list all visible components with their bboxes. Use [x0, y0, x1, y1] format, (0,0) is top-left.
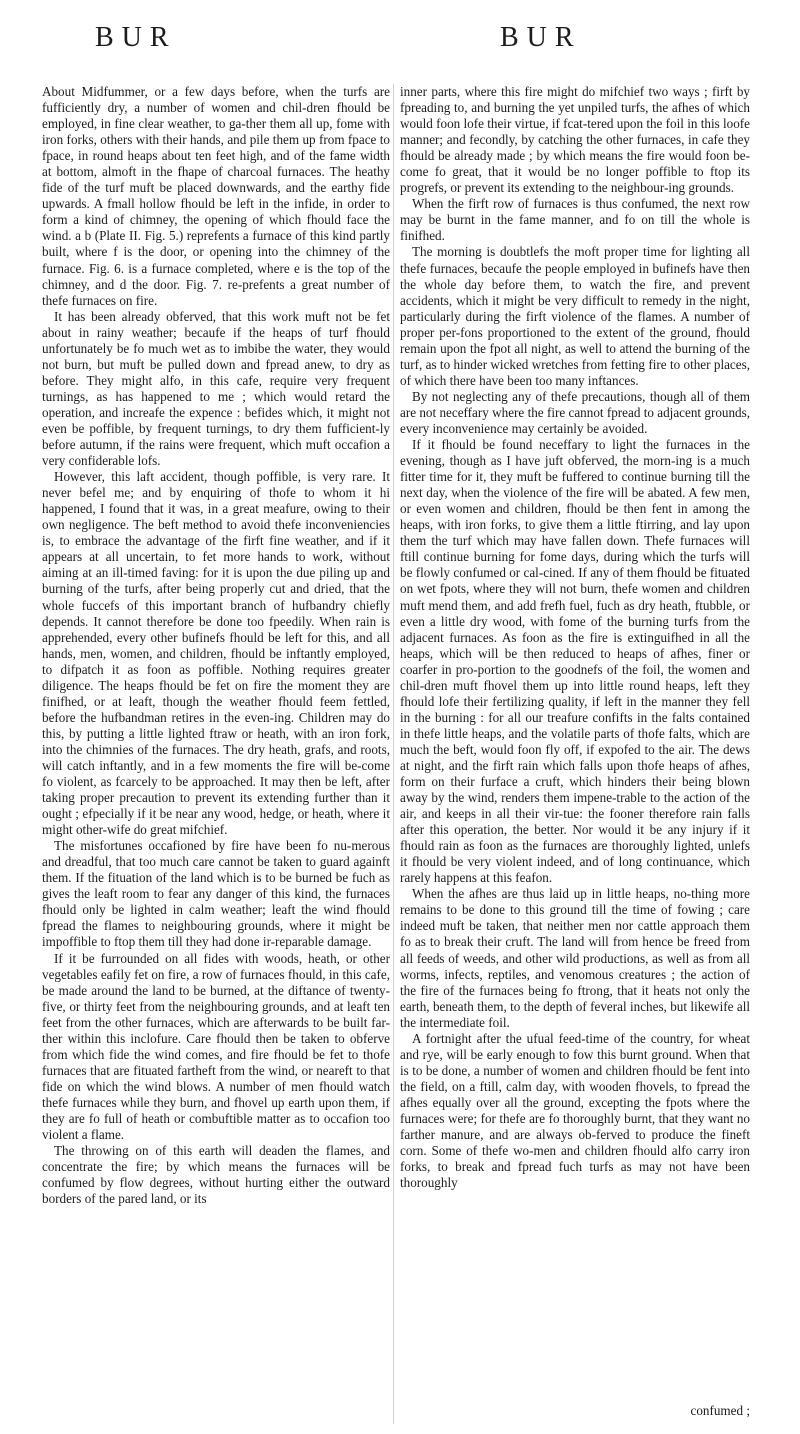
paragraph: The misfortunes occafioned by fire have been fo nu-merous and dreadful, that too much care cannot be taken to guard againft them. If the fituation of the land which is to be burned be fuch as gives the leaft room to fear any danger of this kind, the furnaces fhould only be lighted in calm weather; leaft the wind fhould fpread the flames to neighbouring grounds, where it might be impoffible to ftop them till they had done ir-reparable damage.	[42, 838, 390, 950]
paragraph: However, this laft accident, though poffible, is very rare. It never befel me; and by enquiring of thofe to whom it hi happened, I found that it was, in a great meafure, owing to their own negligence. The beft method to avoid thefe inconveniencies is, to embrace the advantage of the firft fine weather, and if it appears at all uncertain, to fet more hands to work, without aiming at an ill-timed faving: for it is upon the due piling up and burning of the turfs, after being properly cut and dried, that the whole fuccefs of this important branch of hufbandry chiefly depends. It cannot therefore be done too fpeedily. When rain is apprehended, every other bufinefs fhould be left for this, and all hands, men, women, and children, fhould be inftantly employed, to difpatch it as foon as poffible. Nothing requires greater diligence. The heaps fhould be fet on fire the moment they are finifhed, or at leaft, though the weather fhould feem fettled, before the hufbandman retires in the even-ing. Children may do this, by putting a little lighted ftraw or heath, with an iron fork, into the chimnies of the furnaces. The dry heath, grafs, and roots, will catch inftantly, and in a few moments the fire will be-come fo violent, as fcarcely to be approached. It may then be left, after taking proper precaution to prevent its extending further than it ought ; efpecially if it be near any wood, hedge, or heath, where it might other-wife do great mifchief.	[42, 469, 390, 838]
paragraph: The morning is doubtlefs the moft proper time for lighting all thefe furnaces, becaufe the people employed in bufinefs have then the whole day before them, to watch the fire, and prevent accidents, which it might be very difficult to remedy in the night, particularly during the firft violence of the flames. A number of proper per-fons proportioned to the extent of the ground, fhould remain upon the fpot all night, as well to attend the burning of the turf, as to hinder wicked wretches from fetting fire to other places, of which there have been too many inftances.	[400, 244, 750, 388]
right-column	[400, 84, 750, 1191]
paragraph: If it fhould be found neceffary to light the furnaces in the evening, though as I have juft obferved, the morn-ing is a much fitter time for it, they muft be fuffered to continue burning till the next day, when the violence of the fire will be abated. A few men, or even women and children, fhould be then fent in among the heaps, with iron forks, to give them a little ftirring, and lay upon them the turf which may have fallen down. Thefe furnaces will ftill continue burning for fome days, during which the turfs will be flowly confumed or cal-cined. If any of them fhould be fituated on wet fpots, where they will not burn, thefe women and children muft mend them, and add frefh fuel, fuch as dry heath, ftubble, or even a little dry wood, with fome of the burning turfs from the adjacent furnaces. As foon as the fire is extinguifhed in all the heaps, which will be then reduced to heaps of afhes, finer or coarfer in pro-portion to the goodnefs of the foil, the women and chil-dren muft fhovel them up into little round heaps, left they fhould lofe their fertilizing quality, if left in the manner they fell in the burning : for all our treafure confifts in the falts contained in thefe little heaps, and the volatile parts of thofe falts, which are much the beft, would foon fly off, if expofed to the air. The dews at night, and the firft rain which falls upon thofe heaps of afhes, form on their furface a cruft, which hinders their being blown away by the wind, renders them impene-trable to the action of the air, and keeps in all their vir-tue: the fooner therefore rain falls after this operation, the better. Nor would it be any injury if it fhould rain as foon as the furnaces are thoroughly lighted, unlefs it fhould be very violent indeed, and of long continuance, which rarely happens at this feafon.	[400, 437, 750, 886]
paragraph: The throwing on of this earth will deaden the flames, and concentrate the fire; by which means the furnaces will be confumed by flow degrees, without hurting either the outward borders of the pared land, or its	[42, 1143, 390, 1207]
paragraph: When the firft row of furnaces is thus confumed, the next row may be burnt in the fame manner, and fo on till the whole is finifhed.	[400, 196, 750, 244]
paragraph: By not neglecting any of thefe precautions, though all of them are not neceffary where the fire cannot fpread to adjacent grounds, every inconvenience may certainly be avoided.	[400, 388, 750, 436]
paragraph: If it be furrounded on all fides with woods, heath, or other vegetables eafily fet on fire, a row of furnaces fhould, in this cafe, be made around the land to be burned, at the diftance of twenty-five, or thirty feet from the neighbouring grounds, and at leaft ten feet from the other furnaces, which are afterwards to be built far-ther within this inclofure. Care fhould then be taken to obferve from which fide the wind comes, and fire fhould be fet to thofe furnaces that are fituated fartheft from the wind, or neareft to that fide on which the wind blows. A number of men fhould watch thefe furnaces while they burn, and fhovel up earth upon them, if they are fo full of heath or combuftible matter as to occafion too violent a flame.	[42, 950, 390, 1143]
left-column	[42, 84, 390, 1207]
paragraph: inner parts, where this fire might do mifchief two ways ; firft by fpreading to, and burning the yet unpiled turfs, the afhes of which would foon lofe their virtue, if fcat-tered upon the foil in this loofe manner; and fecondly, by catching the other furnaces, in cafe they fhould be already made ; by which means the fire would foon be-come fo great, that it would be no longer poffible to ftop its progrefs, or prevent its extending to the neighbour-ing grounds.	[400, 84, 750, 196]
running-head-left: BUR	[95, 22, 177, 53]
column-divider	[393, 84, 394, 1424]
catchword: confumed ;	[690, 1403, 750, 1418]
paragraph: A fortnight after the ufual feed-time of the country, for wheat and rye, will be early enough to fow this burnt ground. When that is to be done, a number of women and children fhould be fent into the field, on a ftill, calm day, with wooden fhovels, to fpread the afhes equally over all the ground, excepting the fpots where the furnaces were; for thefe are fo thoroughly burnt, that they want no farther manure, and are always ob-ferved to produce the fineft corn. Some of thefe wo-men and children fhould alfo carry iron forks, to break and fpread fuch turfs as may not have been thoroughly	[400, 1030, 750, 1191]
paragraph: When the afhes are thus laid up in little heaps, no-thing more remains to be done to this ground till the time of fowing ; care indeed muft be taken, that neither men nor cattle approach them fo as to break their cruft. The land will from hence be freed from all feeds of weeds, and other wild productions, as well as from all worms, infects, reptiles, and venomous creatures ; the action of the fire of the furnaces being fo ftrong, that it heats not only the earth, beneath them, to the depth of feveral inches, but likewife all the intermediate foil.	[400, 886, 750, 1030]
paragraph: About Midfummer, or a few days before, when the turfs are fufficiently dry, a number of women and chil-dren fhould be employed, in fine clear weather, to ga-ther them all up, fome with iron forks, others with their hands, and pile them up from fpace to fpace, in round heaps about ten feet high, and of the fame width at bottom, almoft in the fhape of charcoal furnaces. The heathy fide of the turf muft be placed downwards, and the earthy fide upwards. A fmall hollow fhould be left in the infide, in order to form a kind of chimney, the opening of which fhould face the wind. a b (Plate II. Fig. 5.) reprefents a furnace of this kind partly built, where f is the door, or opening into the chimney of the furnace. Fig. 6. is a furnace completed, where e is the top of the chimney, and d the door. Fig. 7. re-prefents a great number of thefe furnaces on fire.	[42, 84, 390, 308]
running-head-right: BUR	[500, 22, 582, 53]
paragraph: It has been already obferved, that this work muft not be fet about in rainy weather; becaufe if the heaps of turf fhould unfortunately be fo much wet as to imbibe the water, they would not burn, but muft be pulled down and fpread anew, to dry as before. They might alfo, in this cafe, require very frequent turnings, as has happened to me ; which would retard the operation, and increafe the expence : befides which, it might not even be poffible, by frequent turnings, to dry them fufficient-ly before autumn, if the rains were frequent, which muft occafion a very confiderable lofs.	[42, 308, 390, 469]
